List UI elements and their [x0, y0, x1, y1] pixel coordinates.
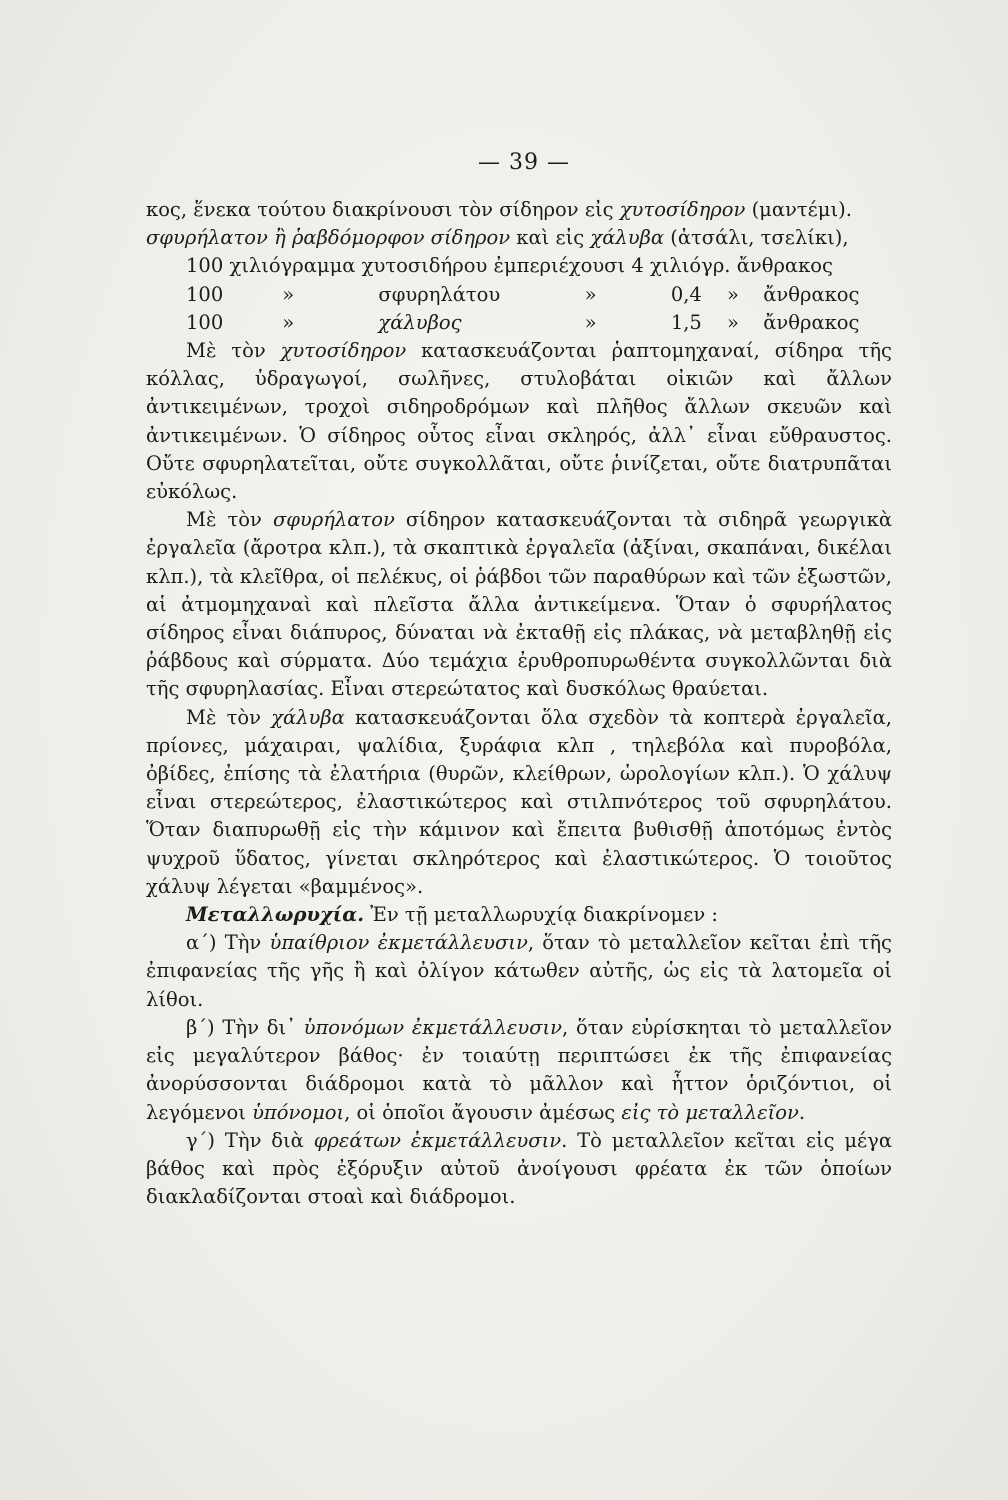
ditto-mark: » [584, 282, 597, 306]
ditto-mark: » [282, 282, 295, 306]
section-heading: Μεταλλωρυχία. [186, 903, 365, 927]
paragraph-wrought-iron [146, 506, 892, 703]
text-run: (μαντέμι). [745, 198, 852, 221]
value: 1,5 [670, 310, 702, 334]
paragraph-shafts [146, 1127, 892, 1212]
text-run: Μὲ τὸν [186, 508, 273, 532]
emphasis: φρεάτων ἐκμετάλλευσιν [313, 1128, 562, 1152]
text-run: κος, ἕνεκα τούτου διακρίνουσι τὸν σίδηρον εἰς [146, 198, 620, 221]
emphasis: χάλυβα [590, 226, 665, 250]
element: ἄνθρακος [763, 282, 860, 306]
text-run: α΄) Τὴν [186, 931, 270, 955]
text-run: β΄) Τὴν δι᾽ [186, 1015, 304, 1039]
paragraph-steel [146, 704, 892, 901]
table-row [146, 252, 892, 280]
value: 0,4 [670, 282, 702, 306]
text-run: σίδηρον κατασκευάζονται τὰ σιδηρᾶ γεωργικὰ ἐργαλεῖα (ἄροτρα κλπ.), τὰ σκαπτικὰ ἐργαλεῖα (ἀξίναι, σκαπάναι, δικέλαι κλπ.), τὰ κλεῖθρα, οἱ πελέκυς, οἱ ῥάβδοι τῶν παραθύρων καὶ τῶν ἐξωστῶν, αἱ ἀτμομηχαναὶ καὶ πλεῖστα ἄλλα ἀντικείμενα. Ὅταν ὁ σφυρήλατος σίδηρος εἶναι διάπυρος, δύναται νὰ ἐκταθῇ εἰς πλάκας, νὰ μεταβληθῇ εἰς ῥάβδους καὶ σύρματα. Δύο τεμάχια ἐρυθροπυρωθέντα συγκολλῶνται διὰ τῆς σφυρηλασίας. Εἶναι στερεώτατος καὶ δυσκόλως θραύεται. [146, 508, 892, 701]
emphasis: ὑπόνομοι [252, 1100, 345, 1124]
ditto-mark: » [584, 310, 597, 334]
paragraph-underground [146, 1014, 892, 1127]
emphasis: χάλυβα [271, 705, 345, 729]
intro-paragraph [146, 196, 892, 252]
text-run: καὶ εἰς [510, 226, 591, 250]
paragraph-open-pit [146, 929, 892, 1014]
text-run: . [798, 1100, 806, 1124]
ditto-mark: » [727, 282, 739, 306]
text-run: Μὲ τὸν [186, 339, 281, 363]
value: 4 [631, 254, 644, 278]
verb: ἐμπεριέχουσι [493, 254, 626, 278]
paragraph-mining-heading [146, 901, 892, 929]
emphasis: εἰς τὸ μεταλλεῖον [621, 1100, 799, 1124]
quantity: 100 [186, 310, 224, 334]
paragraph-cast-iron [146, 337, 892, 506]
quantity: 100 [186, 282, 224, 306]
text-run: κατασκευάζονται ῥαπτομηχαναί, σίδηρα τῆς κόλλας, ὑδραγωγοί, σωλῆνες, στυλοβάται οἰκιῶν καὶ ἄλλων ἀντικειμένων, τροχοὶ σιδηροδρόμων καὶ πλῆθος ἄλλων σκευῶν καὶ ἀντικειμένων. Ὁ σίδηρος οὗτος εἶναι σκληρός, ἀλλ᾽ εἶναι εὔθραυστος. Οὔτε σφυρηλατεῖται, οὔτε συγκολλᾶται, οὔτε ῥινίζεται, οὔτε διατρυπᾶται εὐκόλως. [146, 339, 892, 504]
text-run: γ΄) Τὴν διὰ [186, 1128, 314, 1152]
quantity: 100 [186, 254, 224, 278]
page-number: — 39 — [478, 150, 570, 175]
text-run: Ἐν τῇ μεταλλωρυχίᾳ διακρίνομεν : [364, 903, 718, 927]
table-row [146, 281, 892, 309]
text-run: . Τὸ μεταλλεῖον κεῖται εἰς μέγα βάθος καὶ πρὸς ἐξόρυξιν αὐτοῦ ἀνοίγουσι φρέατα ἐκ τῶν ὁποίων διακλαδίζονται στοαὶ καὶ διάδρομοι. [146, 1128, 892, 1209]
text-run: Μὲ τὸν [186, 705, 272, 729]
text-run: , ὅταν εὑρίσκηται τὸ μεταλλεῖον εἰς μεγαλύτερον βάθος· ἐν τοιαύτῃ περιπτώσει ἐκ τῆς ἐπιφανείας ἀνορύσσονται διάδρομοι κατὰ τὸ μᾶλλον καὶ ἧττον ὁριζόντιοι, οἱ λεγόμενοι [146, 1015, 893, 1124]
emphasis: σφυρήλατον [272, 508, 395, 532]
body-text [146, 196, 892, 1211]
unit: χιλιόγρ. [649, 254, 731, 278]
emphasis: χυτοσίδηρον [619, 198, 746, 221]
text-run: κατασκευάζονται ὅλα σχεδὸν τὰ κοπτερὰ ἐργαλεῖα, πρίονες, μάχαιραι, ψαλίδια, ξυράφια κλπ , τηλεβόλα καὶ πυροβόλα, ὀβίδες, ἐπίσης τὰ ἐλατήρια (θυρῶν, κλείθρων, ὡρολογίων κλπ.). Ὁ χάλυψ εἶναι στερεώτερος, ἐλαστικώτερος καὶ στιλπνότερος τοῦ σφυρηλάτου. Ὅταν διαπυρωθῇ εἰς τὴν κάμινον καὶ ἔπειτα βυθισθῇ ἀποτόμως ἐντὸς ψυχροῦ ὕδατος, γίνεται σκληρότερος καὶ ἐλαστικώτερος. Ὁ τοιοῦτος χάλυψ λέγεται «βαμμένος». [146, 705, 892, 898]
element: ἄνθρακος [736, 254, 833, 278]
material: χάλυβος [378, 310, 462, 334]
emphasis: ὑπαίθριον ἐκμετάλλευσιν [269, 931, 528, 955]
material: σφυρηλάτου [378, 282, 501, 306]
emphasis: ὑπονόμων ἐκμετάλλευσιν [303, 1015, 563, 1039]
ditto-mark: » [727, 310, 739, 334]
table-row [146, 309, 892, 337]
unit-label: χιλιόγραμμα [229, 254, 356, 278]
element: ἄνθρακος [763, 310, 860, 334]
text-run: , ὅταν τὸ μεταλλεῖον κεῖται ἐπὶ τῆς ἐπιφανείας τῆς γῆς ἢ καὶ ὀλίγον κάτωθεν αὐτῆς, ὡς εἰς τὰ λατομεῖα οἱ λίθοι. [146, 931, 892, 1011]
ditto-mark: » [282, 310, 295, 334]
text-run: , οἱ ὁποῖοι ἄγουσιν ἀμέσως [344, 1100, 622, 1124]
carbon-table [146, 252, 892, 337]
text-run: (ἀτσάλι, τσελίκι), [664, 226, 849, 250]
emphasis: σφυρήλατον ἢ ῥαβδόμορφον σίδηρον [146, 226, 511, 250]
material: χυτοσιδήρου [361, 254, 488, 278]
emphasis: χυτοσίδηρον [280, 339, 407, 363]
